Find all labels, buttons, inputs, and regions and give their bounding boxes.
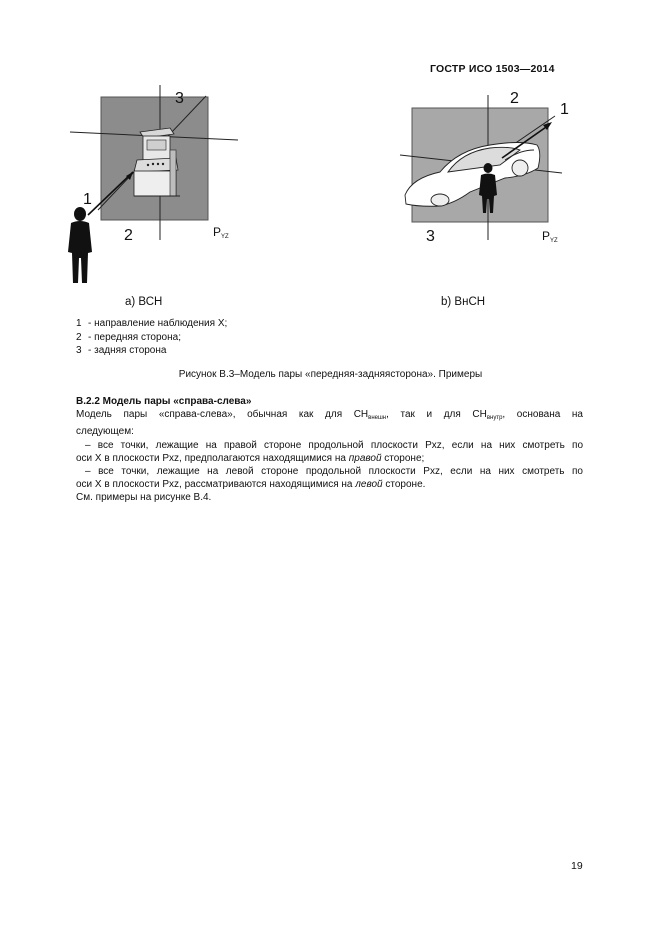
legend-item: 3 - задняя сторона — [76, 345, 167, 356]
right-label-3: 3 — [426, 228, 435, 245]
figure-caption: Рисунок В.3–Модель пары «передняя-задняясторона». Примеры — [178, 369, 483, 380]
right-caption: b) ВнСН — [441, 296, 486, 308]
right-plane-label: PYZ — [542, 229, 558, 244]
figure-b3 — [0, 0, 661, 308]
left-label-1: 1 — [83, 191, 92, 208]
legend-item: 2 - передняя сторона; — [76, 331, 181, 343]
paragraph-1-cont: следующем: — [76, 426, 134, 438]
page-number: 19 — [571, 860, 583, 872]
paragraph-last: См. примеры на рисунке В.4. — [76, 492, 212, 504]
bullet-left-line1: – все точки, лежащие на левой стороне продольной плоскости Pxz, если на них смотреть по — [85, 466, 583, 478]
paragraph-1: Модель пары «справа-слева», обычная как для $СН_{внешн}$, так и для $СН_{внутр}$, основана на — [76, 409, 583, 422]
left-diagram — [68, 85, 238, 283]
right-label-2: 2 — [510, 90, 519, 107]
section-heading: В.2.2 Модель пары «справа-слева» — [76, 396, 252, 407]
document-header: ГОСТР ИСО 1503—2014 — [430, 63, 555, 75]
bullet-right-line1: – все точки, лежащие на правой стороне продольной плоскости Pxz, если на них смотреть по — [85, 439, 583, 451]
section-body — [76, 395, 583, 505]
bullet-right-line2: оси Х в плоскости Pxz, предполагаются находящимися на правой стороне; — [76, 452, 425, 464]
left-caption: a) ВСН — [125, 296, 163, 308]
person-silhouette — [68, 207, 92, 283]
right-label-1: 1 — [560, 101, 569, 118]
figure-legend — [76, 317, 227, 358]
bullet-left-line2: оси Х в плоскости Pxz, рассматриваются находящимися на левой стороне. — [76, 479, 426, 491]
right-diagram — [400, 90, 569, 245]
legend-item: 1 - направление наблюдения Х; — [76, 318, 228, 329]
left-label-3: 3 — [175, 90, 184, 107]
left-label-2: 2 — [124, 227, 133, 244]
left-plane-label: PYZ — [213, 225, 229, 240]
